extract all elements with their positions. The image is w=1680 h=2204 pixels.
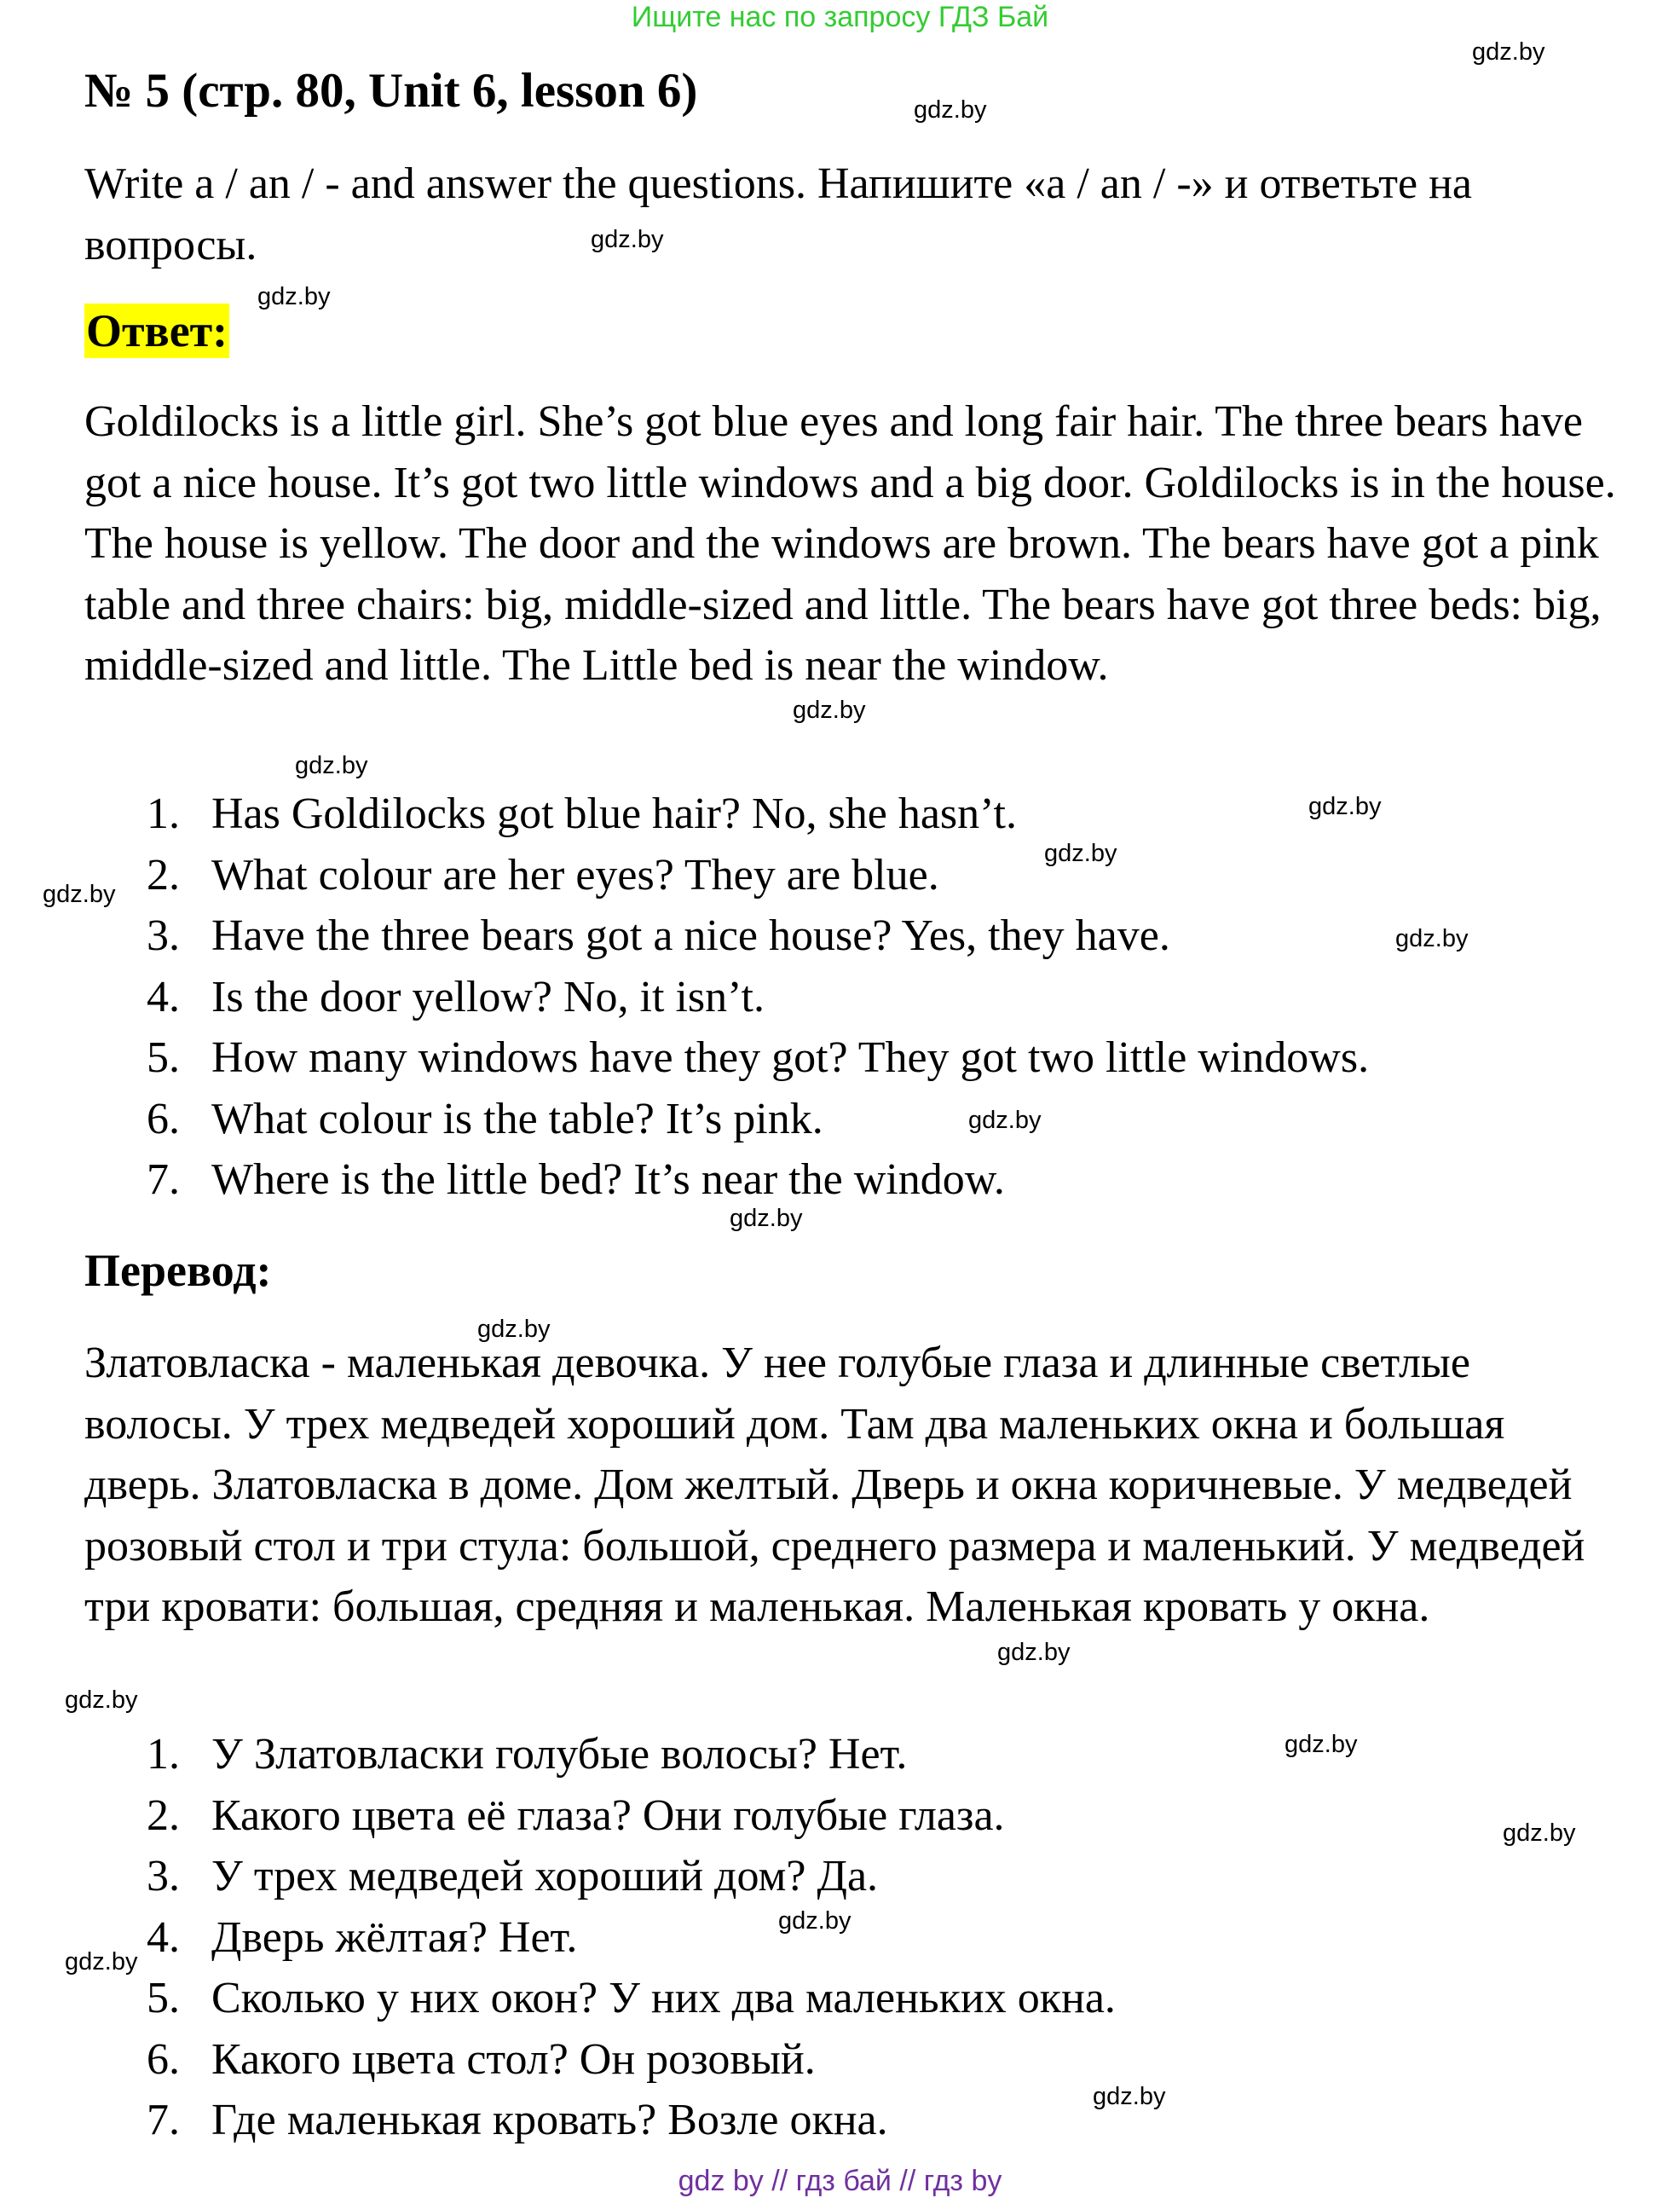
watermark: gdz.by (1395, 925, 1469, 952)
exercise-title: № 5 (стр. 80, Unit 6, lesson 6) (84, 64, 698, 118)
watermark: gdz.by (1472, 38, 1545, 66)
watermark: gdz.by (65, 1686, 138, 1714)
watermark: gdz.by (591, 226, 664, 253)
watermark: gdz.by (997, 1639, 1071, 1666)
watermark: gdz.by (968, 1107, 1042, 1134)
watermark: gdz.by (914, 96, 987, 124)
watermark: gdz.by (778, 1907, 852, 1935)
watermark: gdz.by (1503, 1819, 1576, 1847)
watermark: gdz.by (1285, 1731, 1358, 1758)
watermark: gdz.by (65, 1948, 138, 1976)
translation-text: Златовласка - маленькая девочка. У нее голубые глаза и длинные светлые волосы. У трех медведей хороший дом. Там два маленьких окна и большая дверь. Златовласка в доме. Дом желтый. Дверь и окна коричневые. У медведей розовый стол и три стула: большой, среднего размера и маленький. У медведей три кровати: большая, средняя и маленькая. Маленькая кровать у окна. (84, 1339, 1585, 1631)
watermark: gdz.by (257, 283, 331, 310)
watermark: gdz.by (1308, 793, 1382, 820)
answer-label: Ответ: (86, 305, 228, 356)
task-instruction: Write a / an / - and answer the questions. Напишите «a / an / -» и ответьте на вопросы. (84, 159, 1472, 269)
watermark: gdz.by (1093, 2083, 1166, 2110)
translation-label: Перевод: (84, 1245, 272, 1296)
watermark: gdz.by (1044, 840, 1117, 867)
watermark: gdz.by (477, 1316, 551, 1343)
watermark: gdz.by (43, 881, 116, 908)
watermark: gdz.by (730, 1205, 803, 1232)
top-banner: Ищите нас по запросу ГДЗ Бай (631, 1, 1049, 33)
footer-links: gdz by // гдз бай // гдз by (678, 2165, 1002, 2197)
watermark: gdz.by (295, 752, 368, 779)
watermark: gdz.by (793, 697, 866, 724)
answer-text: Goldilocks is a little girl. She’s got blue eyes and long fair hair. The three bears have got a nice house. It’s got two little windows and a big door. Goldilocks is in the house. The house is yellow. The door and the windows are brown. The bears have got a pink table and three chairs: big, middle-sized and little. The bears have got three beds: big, middle-sized and little. The Little bed is near the window. (84, 397, 1616, 690)
